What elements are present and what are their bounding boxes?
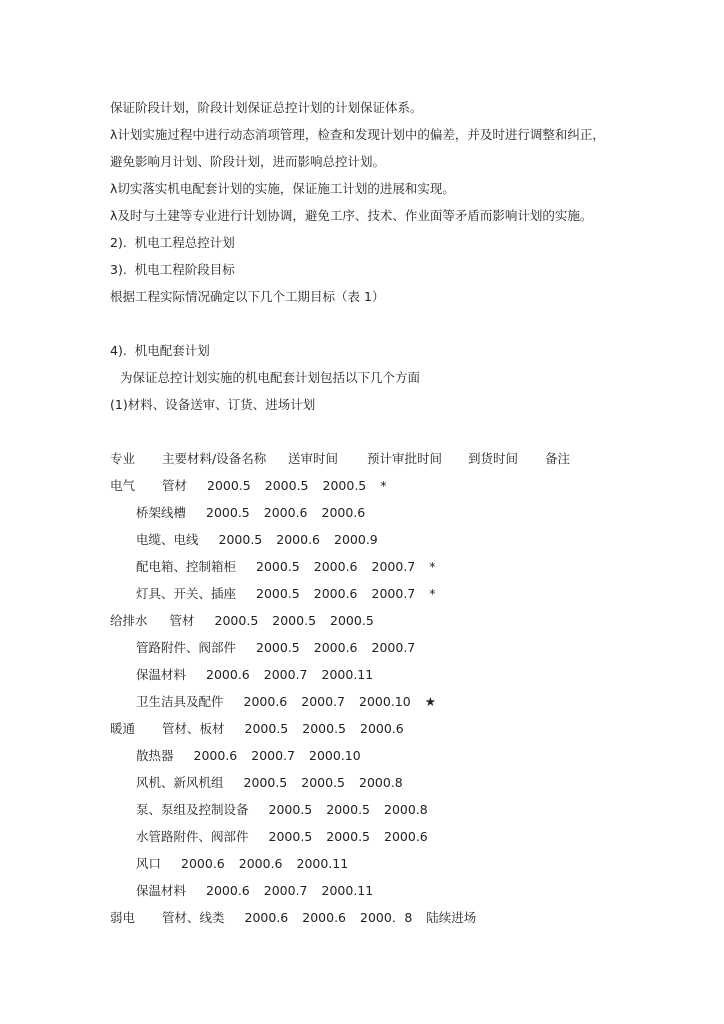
header-approval-time: 预计审批时间	[367, 451, 443, 466]
paragraph-5: λ及时与土建等专业进行计划协调，避免工序、技术、作业面等矛盾而影响计划的实施。	[110, 208, 593, 223]
cell-submit-time: 2000.6	[181, 856, 225, 871]
cell-approval-time: 2000.6	[263, 505, 308, 520]
header-arrival-time: 到货时间	[468, 451, 519, 466]
cell-material-name: 保温材料	[136, 667, 187, 682]
cell-material-name: 灯具、开关、插座	[136, 586, 237, 601]
cell-arrival-time: 2000.7	[371, 586, 416, 601]
cell-remarks: ★	[424, 694, 436, 709]
cell-arrival-time: 2000.9	[334, 532, 378, 547]
heading-material-plan: (1)材料、设备送审、订货、进场计划	[110, 397, 316, 412]
cell-material-name: 散热器	[136, 748, 174, 763]
heading-stage-goal: 3). 机电工程阶段目标	[110, 262, 235, 277]
cell-submit-time: 2000.5	[206, 505, 250, 520]
cell-approval-time: 2000.6	[313, 640, 358, 655]
heading-total-plan: 2). 机电工程总控计划	[110, 235, 235, 250]
cell-arrival-time: 2000.8	[384, 802, 428, 817]
cell-arrival-time: 2000.11	[321, 667, 374, 682]
cell-submit-time: 2000.5	[207, 478, 251, 493]
cell-submit-time: 2000.6	[206, 883, 250, 898]
cell-approval-time: 2000.7	[263, 883, 308, 898]
cell-approval-time: 2000.7	[251, 748, 296, 763]
cell-submit-time: 2000.5	[268, 829, 313, 844]
cell-specialty: 暖通	[110, 721, 136, 736]
cell-arrival-time: 2000.8	[359, 775, 403, 790]
cell-approval-time: 2000.6	[276, 532, 321, 547]
cell-remarks: *	[429, 586, 436, 601]
cell-submit-time: 2000.6	[193, 748, 238, 763]
cell-material-name: 泵、泵组及控制设备	[136, 802, 249, 817]
cell-material-name: 保温材料	[136, 883, 187, 898]
cell-submit-time: 2000.5	[256, 586, 300, 601]
header-specialty: 专业	[110, 451, 136, 466]
cell-submit-time: 2000.5	[256, 640, 300, 655]
cell-arrival-time: 2000.10	[309, 748, 361, 763]
cell-arrival-time: 2000．8	[360, 910, 413, 925]
cell-approval-time: 2000.5	[326, 802, 371, 817]
cell-material-name: 水管路附件、阀部件	[136, 829, 249, 844]
cell-approval-time: 2000.5	[272, 613, 317, 628]
paragraph-1: 保证阶段计划，阶段计划保证总控计划的计划保证体系。	[110, 100, 423, 115]
cell-material-name: 电缆、电线	[136, 532, 199, 547]
paragraph-goal-intro: 根据工程实际情况确定以下几个工期目标（表 1）	[110, 289, 385, 304]
header-remarks: 备注	[545, 451, 571, 466]
cell-material-name: 风口	[136, 856, 162, 871]
cell-arrival-time: 2000.5	[330, 613, 374, 628]
cell-specialty: 给排水	[110, 613, 148, 628]
cell-remarks: 陆续进场	[426, 910, 477, 925]
cell-arrival-time: 2000.10	[359, 694, 411, 709]
cell-arrival-time: 2000.11	[321, 883, 374, 898]
cell-submit-time: 2000.5	[244, 721, 289, 736]
cell-submit-time: 2000.5	[218, 532, 263, 547]
cell-arrival-time: 2000.6	[360, 721, 404, 736]
cell-remarks: *	[429, 559, 436, 574]
cell-approval-time: 2000.6	[313, 586, 358, 601]
cell-specialty: 弱电	[110, 910, 136, 925]
cell-material-name: 风机、新风机组	[136, 775, 224, 790]
cell-arrival-time: 2000.5	[322, 478, 367, 493]
cell-approval-time: 2000.5	[264, 478, 309, 493]
cell-submit-time: 2000.5	[243, 775, 288, 790]
cell-approval-time: 2000.6	[238, 856, 283, 871]
cell-arrival-time: 2000.6	[321, 505, 366, 520]
heading-supporting-plan: 4). 机电配套计划	[110, 343, 210, 358]
cell-material-name: 管路附件、阀部件	[136, 640, 237, 655]
cell-material-name: 管材、板材	[162, 721, 225, 736]
cell-approval-time: 2000.7	[301, 694, 346, 709]
header-material-name: 主要材料/设备名称	[162, 451, 267, 466]
cell-material-name: 管材、线类	[162, 910, 225, 925]
cell-material-name: 卫生洁具及配件	[136, 694, 224, 709]
cell-material-name: 管材	[162, 478, 188, 493]
cell-arrival-time: 2000.11	[296, 856, 349, 871]
cell-remarks: *	[380, 478, 387, 493]
cell-approval-time: 2000.5	[301, 775, 346, 790]
cell-submit-time: 2000.6	[206, 667, 250, 682]
cell-submit-time: 2000.5	[268, 802, 313, 817]
cell-material-name: 管材	[169, 613, 195, 628]
paragraph-2: λ计划实施过程中进行动态消项管理，检查和发现计划中的偏差，并及时进行调整和纠正，	[110, 127, 605, 142]
cell-material-name: 配电箱、控制箱柜	[136, 559, 237, 574]
cell-approval-time: 2000.7	[263, 667, 308, 682]
header-submit-time: 送审时间	[288, 451, 339, 466]
cell-approval-time: 2000.6	[302, 910, 347, 925]
cell-specialty: 电气	[110, 478, 136, 493]
paragraph-4: λ切实落实机电配套计划的实施，保证施工计划的进展和实现。	[110, 181, 455, 196]
cell-submit-time: 2000.5	[256, 559, 300, 574]
paragraph-supporting-intro: 为保证总控计划实施的机电配套计划包括以下几个方面	[120, 370, 421, 385]
cell-submit-time: 2000.6	[244, 910, 289, 925]
paragraph-3: 避免影响月计划、阶段计划，进而影响总控计划。	[110, 154, 386, 169]
cell-material-name: 桥架线槽	[136, 505, 187, 520]
cell-submit-time: 2000.5	[214, 613, 259, 628]
cell-arrival-time: 2000.6	[384, 829, 428, 844]
cell-approval-time: 2000.6	[313, 559, 358, 574]
cell-approval-time: 2000.5	[326, 829, 371, 844]
cell-submit-time: 2000.6	[243, 694, 288, 709]
cell-approval-time: 2000.5	[302, 721, 347, 736]
cell-arrival-time: 2000.7	[371, 640, 416, 655]
cell-arrival-time: 2000.7	[371, 559, 416, 574]
